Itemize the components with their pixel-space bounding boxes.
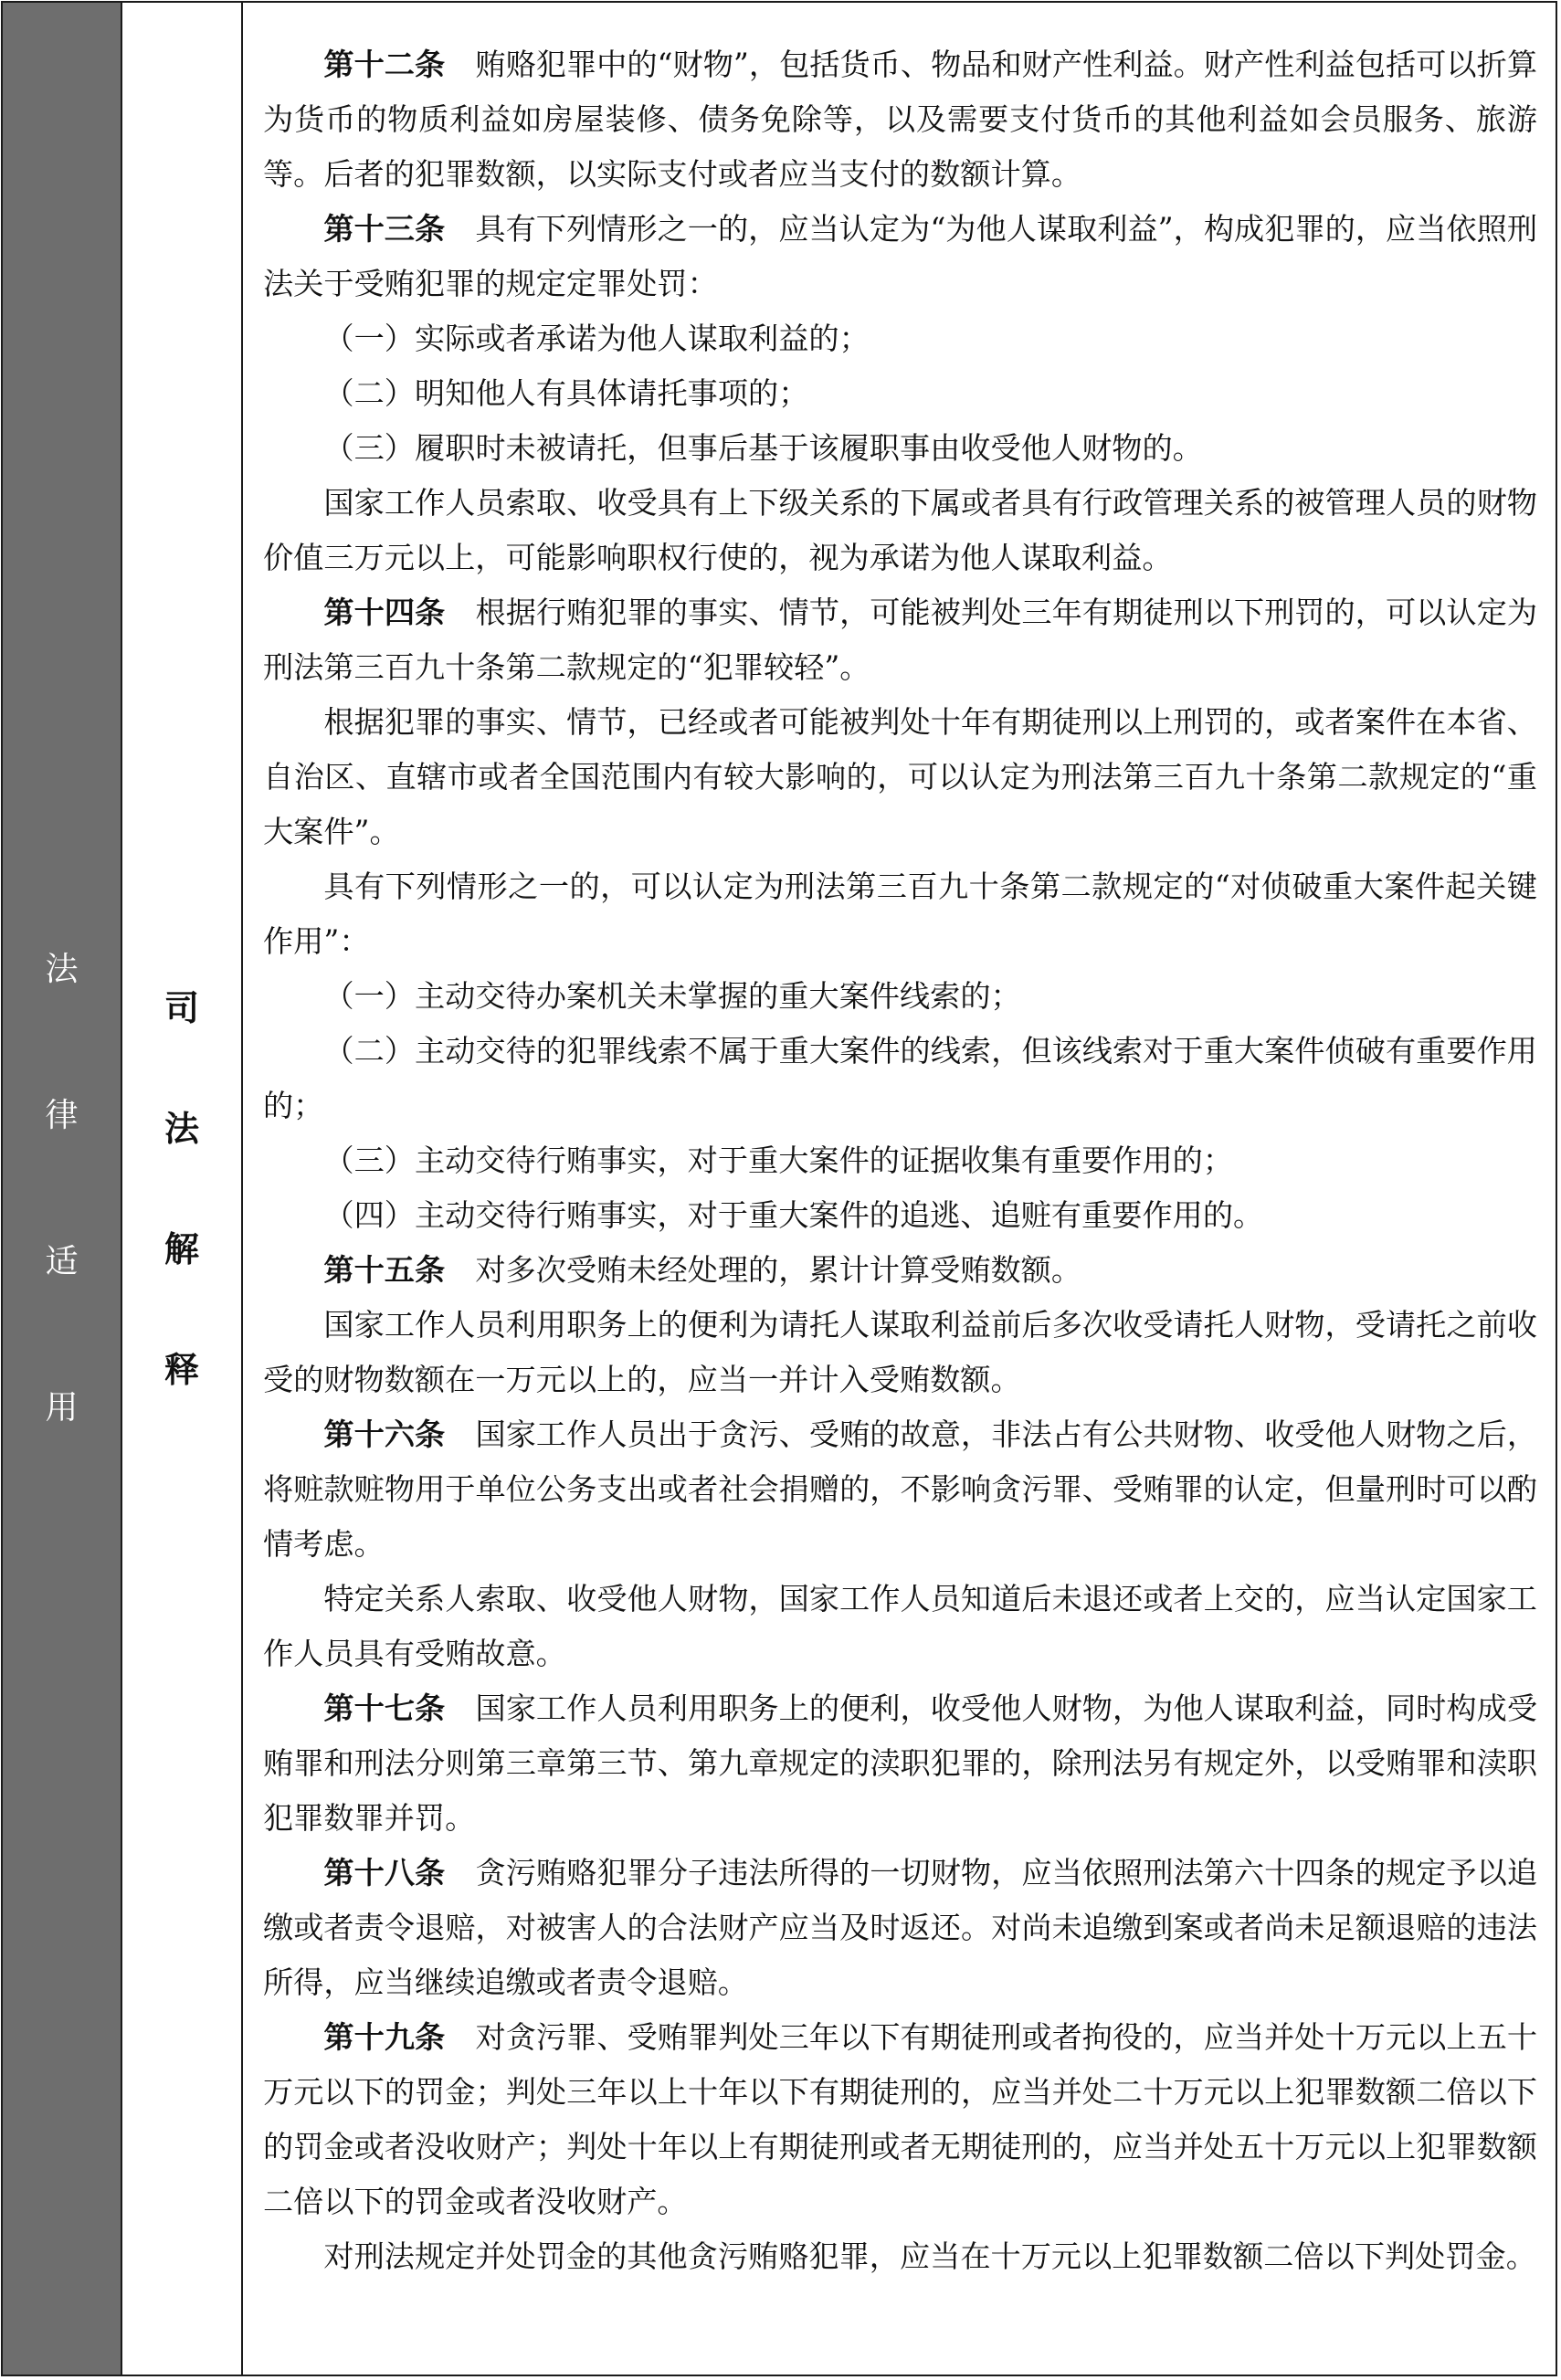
article-paragraph [263, 311, 1537, 366]
article-text: 国家工作人员利用职务上的便利为请托人谋取利益前后多次收受请托人财物，受请托之前收受的财物数额在一万元以上的，应当一并计入受贿数额。 [263, 1307, 1537, 1397]
article-content [243, 3, 1556, 2375]
article-paragraph [263, 1572, 1537, 1681]
subcategory-char: 释 [163, 1349, 199, 1390]
article-number: 第十七条 [323, 1690, 446, 1726]
subcategory-column [122, 3, 243, 2375]
article-text: 对刑法规定并处罚金的其他贪污贿赂犯罪，应当在十万元以上犯罪数额二倍以下判处罚金。 [323, 2238, 1536, 2274]
article-number: 第十九条 [323, 2019, 446, 2055]
article-paragraph [263, 1024, 1537, 1133]
article-paragraph [263, 1243, 1537, 1298]
article-text: 对多次受贿未经处理的，累计计算受贿数额。 [475, 1252, 1082, 1288]
article-text: （三）主动交待行贿事实，对于重大案件的证据收集有重要作用的； [323, 1143, 1234, 1178]
article-text: 对贪污罪、受贿罪判处三年以下有期徒刑或者拘役的，应当并处十万元以上五十万元以下的罚金；判处三年以上十年以下有期徒刑的，应当并处二十万元以上犯罪数额二倍以下的罚金或者没收财产；判处十年以上有期徒刑或者无期徒刑的，应当并处五十万元以上犯罪数额二倍以下的罚金或者没收财产。 [263, 2019, 1538, 2219]
law-table-frame [1, 1, 1557, 2376]
article-number: 第十五条 [323, 1252, 446, 1288]
article-paragraph [263, 585, 1537, 695]
article-paragraph [263, 202, 1537, 311]
article-text: 国家工作人员利用职务上的便利，收受他人财物，为他人谋取利益，同时构成受贿罪和刑法分则第三章第三节、第九章规定的渎职犯罪的，除刑法另有规定外，以受贿罪和渎职犯罪数罪并罚。 [263, 1690, 1538, 1836]
article-text: （一）主动交待办案机关未掌握的重大案件线索的； [323, 978, 1021, 1014]
article-number: 第十三条 [323, 211, 446, 247]
category-char: 法 [45, 950, 79, 988]
article-text: （三）履职时未被请托，但事后基于该履职事由收受他人财物的。 [323, 430, 1203, 466]
article-paragraph [263, 1846, 1537, 2010]
article-text: （四）主动交待行贿事实，对于重大案件的追逃、追赃有重要作用的。 [323, 1197, 1264, 1233]
article-paragraph [263, 421, 1537, 476]
article-paragraph [263, 1188, 1537, 1243]
article-paragraph [263, 366, 1537, 421]
article-text: 具有下列情形之一的，应当认定为“为他人谋取利益”，构成犯罪的，应当依照刑法关于受贿犯罪的规定定罪处罚： [263, 211, 1538, 301]
subcategory-char: 法 [163, 1108, 199, 1149]
article-text: 贪污贿赂犯罪分子违法所得的一切财物，应当依照刑法第六十四条的规定予以追缴或者责令退赔，对被害人的合法财产应当及时返还。对尚未追缴到案或者尚未足额退赔的违法所得，应当继续追缴或者责令退赔。 [263, 1855, 1538, 2000]
article-text: （一）实际或者承诺为他人谋取利益的； [323, 321, 870, 356]
category-char: 用 [45, 1388, 79, 1427]
category-char: 律 [45, 1096, 79, 1134]
article-paragraph [263, 1133, 1537, 1188]
article-paragraph [263, 969, 1537, 1024]
article-paragraph [263, 1681, 1537, 1846]
article-paragraph [263, 859, 1537, 969]
article-text: 特定关系人索取、收受他人财物，国家工作人员知道后未退还或者上交的，应当认定国家工作人员具有受贿故意。 [263, 1581, 1537, 1671]
subcategory-char: 解 [163, 1228, 199, 1269]
article-paragraph [263, 1407, 1537, 1572]
article-number: 第十四条 [323, 595, 446, 630]
article-number: 第十六条 [323, 1416, 446, 1452]
subcategory-char: 司 [163, 987, 199, 1028]
article-paragraph [263, 695, 1537, 859]
article-text: 国家工作人员出于贪污、受贿的故意，非法占有公共财物、收受他人财物之后，将赃款赃物用于单位公务支出或者社会捐赠的，不影响贪污罪、受贿罪的认定，但量刑时可以酌情考虑。 [263, 1416, 1538, 1562]
article-text: 根据行贿犯罪的事实、情节，可能被判处三年有期徒刑以下刑罚的，可以认定为刑法第三百九十条第二款规定的“犯罪较轻”。 [263, 595, 1538, 685]
article-text: 贿赂犯罪中的“财物”，包括货币、物品和财产性利益。财产性利益包括可以折算为货币的物质利益如房屋装修、债务免除等，以及需要支付货币的其他利益如会员服务、旅游等。后者的犯罪数额，以实际支付或者应当支付的数额计算。 [263, 47, 1538, 192]
article-paragraph [263, 1298, 1537, 1407]
category-char: 适 [45, 1242, 79, 1280]
article-paragraph [263, 2229, 1537, 2284]
category-column [3, 3, 122, 2375]
article-text: （二）明知他人有具体请托事项的； [323, 375, 809, 411]
article-text: （二）主动交待的犯罪线索不属于重大案件的线索，但该线索对于重大案件侦破有重要作用的； [263, 1033, 1537, 1123]
article-number: 第十二条 [323, 47, 446, 82]
article-text: 国家工作人员索取、收受具有上下级关系的下属或者具有行政管理关系的被管理人员的财物价值三万元以上，可能影响职权行使的，视为承诺为他人谋取利益。 [263, 485, 1537, 575]
article-paragraph [263, 37, 1537, 202]
article-number: 第十八条 [323, 1855, 446, 1890]
article-paragraph [263, 2010, 1537, 2229]
article-text: 具有下列情形之一的，可以认定为刑法第三百九十条第二款规定的“对侦破重大案件起关键作用”： [263, 869, 1537, 959]
article-text: 根据犯罪的事实、情节，已经或者可能被判处十年有期徒刑以上刑罚的，或者案件在本省、自治区、直辖市或者全国范围内有较大影响的，可以认定为刑法第三百九十条第二款规定的“重大案件”。 [263, 704, 1537, 849]
article-paragraph [263, 476, 1537, 585]
